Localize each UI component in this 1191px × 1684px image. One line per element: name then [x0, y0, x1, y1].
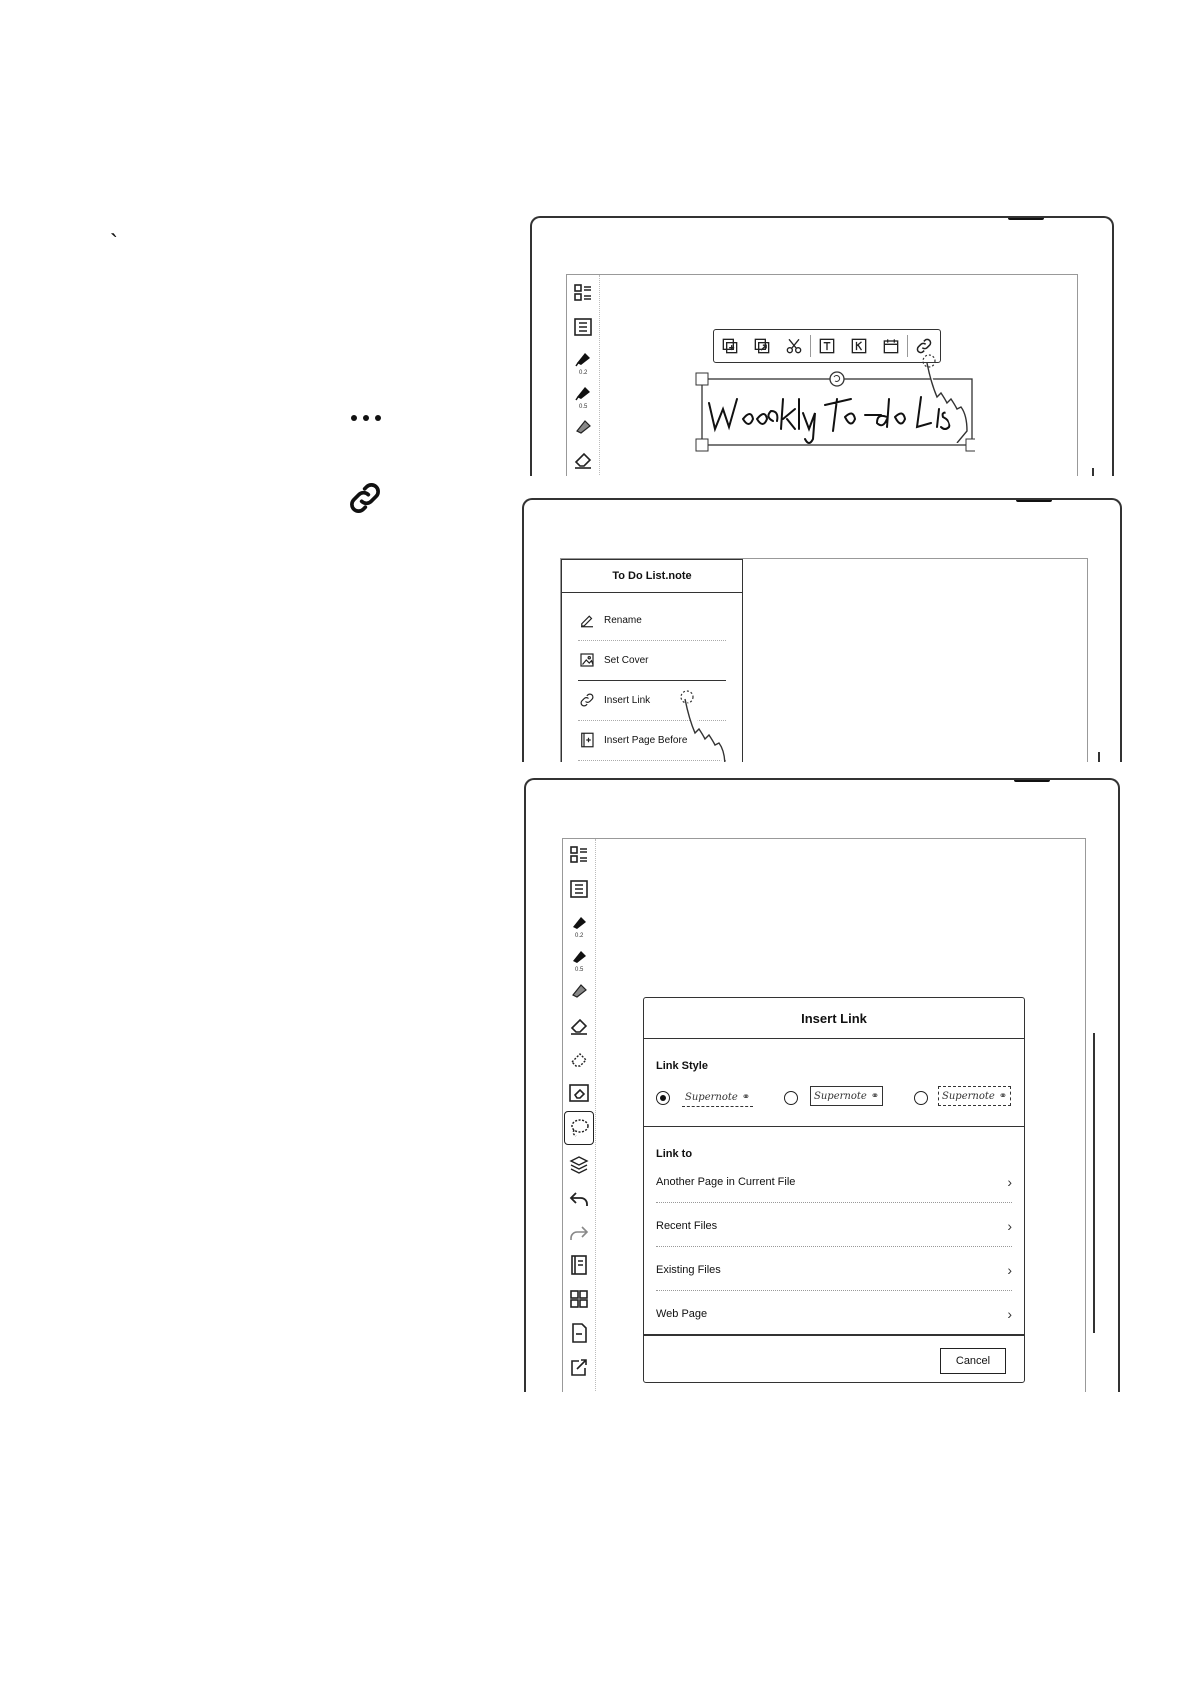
- new-page-icon[interactable]: [567, 1321, 591, 1345]
- pen-size-label-2: 0.5: [575, 967, 584, 973]
- hand-pointer-icon: [917, 353, 977, 443]
- scroll-indicator: [1092, 468, 1094, 476]
- insert-page-icon: [578, 731, 596, 749]
- backtick-mark: `: [110, 230, 118, 257]
- footer-divider: [644, 1334, 1024, 1336]
- chevron-right-icon: ›: [1007, 1306, 1012, 1322]
- toolbar-sidebar: [563, 839, 596, 1392]
- link-icon: ⚭: [870, 1090, 880, 1102]
- scrollbar[interactable]: [1093, 1033, 1095, 1333]
- link-icon: [345, 478, 385, 518]
- chevron-right-icon: ›: [1007, 1174, 1012, 1190]
- device-button: [1008, 216, 1044, 220]
- pen-size-label: 0.2: [579, 370, 588, 376]
- pen-icon[interactable]: [571, 347, 595, 371]
- row-label: Recent Files: [656, 1220, 718, 1232]
- eraser-icon[interactable]: [571, 447, 595, 471]
- copy-icon[interactable]: [714, 330, 746, 362]
- link-style-sample-boxed: [810, 1086, 883, 1106]
- redo-icon[interactable]: [567, 1221, 591, 1245]
- link-target-another-page[interactable]: [656, 1162, 1012, 1203]
- link-icon: ⚭: [998, 1090, 1008, 1102]
- section-divider: [644, 1126, 1024, 1127]
- menu-item-label: Rename: [604, 614, 642, 626]
- menu-item-label: Insert Link: [604, 694, 651, 706]
- layers-icon[interactable]: [567, 1153, 591, 1177]
- export-icon[interactable]: [567, 1355, 591, 1379]
- link-icon: ⚭: [741, 1091, 751, 1103]
- pen-icon-2[interactable]: [571, 381, 595, 405]
- undo-icon[interactable]: [567, 1187, 591, 1211]
- cut-icon[interactable]: [778, 330, 810, 362]
- menu-item-rename[interactable]: [578, 600, 726, 641]
- style-sample-text: Supernote: [814, 1090, 867, 1102]
- marker-icon[interactable]: [571, 415, 595, 439]
- menu-item-set-cover[interactable]: [578, 640, 726, 681]
- template-icon[interactable]: [567, 1253, 591, 1277]
- dialog-title: Insert Link: [644, 998, 1024, 1039]
- device-button: [1016, 498, 1052, 502]
- screen: [560, 558, 1088, 762]
- set-cover-icon: [578, 651, 596, 669]
- list-icon[interactable]: [567, 877, 591, 901]
- link-style-radio-boxed[interactable]: [784, 1091, 798, 1105]
- screen: [566, 274, 1078, 476]
- screen: [562, 838, 1086, 1392]
- move-icon[interactable]: [746, 330, 778, 362]
- pen-icon-2[interactable]: [567, 945, 591, 969]
- grid-view-icon[interactable]: [567, 1287, 591, 1311]
- keyword-icon[interactable]: [843, 330, 875, 362]
- link-icon: [578, 691, 596, 709]
- hand-pointer-icon: [677, 689, 737, 762]
- menu-item-label: Insert Page Before: [604, 734, 688, 746]
- more-dots-icon: [348, 410, 384, 426]
- row-label: Another Page in Current File: [656, 1176, 796, 1188]
- link-target-recent-files[interactable]: [656, 1206, 1012, 1247]
- pen-size-label-2: 0.5: [579, 404, 588, 410]
- link-target-web-page[interactable]: [656, 1294, 1012, 1334]
- selection-eraser-icon[interactable]: [567, 1081, 591, 1105]
- toc-icon[interactable]: [567, 843, 591, 867]
- chevron-right-icon: ›: [1007, 1262, 1012, 1278]
- row-label: Web Page: [656, 1308, 708, 1320]
- lasso-toolbar: [713, 329, 941, 363]
- link-target-existing-files[interactable]: [656, 1250, 1012, 1291]
- device-panel-1: [530, 216, 1114, 476]
- scroll-indicator: [1098, 752, 1100, 762]
- text-icon[interactable]: [811, 330, 843, 362]
- style-sample-text: Supernote: [942, 1090, 995, 1102]
- cancel-button[interactable]: Cancel: [940, 1348, 1006, 1374]
- link-style-sample-underline: [682, 1088, 753, 1107]
- pen-size-label: 0.2: [575, 933, 584, 939]
- lasso-eraser-icon[interactable]: [567, 1047, 591, 1071]
- device-button: [1014, 778, 1050, 782]
- menu-item-label: Set Cover: [604, 654, 649, 666]
- pen-icon[interactable]: [567, 911, 591, 935]
- device-panel-2: [522, 498, 1122, 762]
- link-style-sample-dashed-box: [938, 1086, 1011, 1106]
- marker-icon[interactable]: [567, 979, 591, 1003]
- chevron-right-icon: ›: [1007, 1218, 1012, 1234]
- eraser-icon[interactable]: [567, 1013, 591, 1037]
- lasso-tool-icon[interactable]: [564, 1111, 594, 1145]
- link-style-radio-underline[interactable]: [656, 1091, 670, 1105]
- row-label: Existing Files: [656, 1264, 721, 1276]
- calendar-icon[interactable]: [875, 330, 907, 362]
- menu-title: To Do List.note: [562, 560, 742, 593]
- toolbar-sidebar: [567, 275, 600, 476]
- insert-link-dialog: [643, 997, 1025, 1383]
- rename-pen-icon: [578, 611, 596, 629]
- link-style-label: Link Style: [656, 1060, 708, 1072]
- link-style-radio-dashed-box[interactable]: [914, 1091, 928, 1105]
- style-sample-text: Supernote: [685, 1091, 738, 1103]
- toc-icon[interactable]: [571, 281, 595, 305]
- device-panel-3: [524, 778, 1120, 1392]
- list-icon[interactable]: [571, 315, 595, 339]
- link-to-label: Link to: [656, 1148, 693, 1160]
